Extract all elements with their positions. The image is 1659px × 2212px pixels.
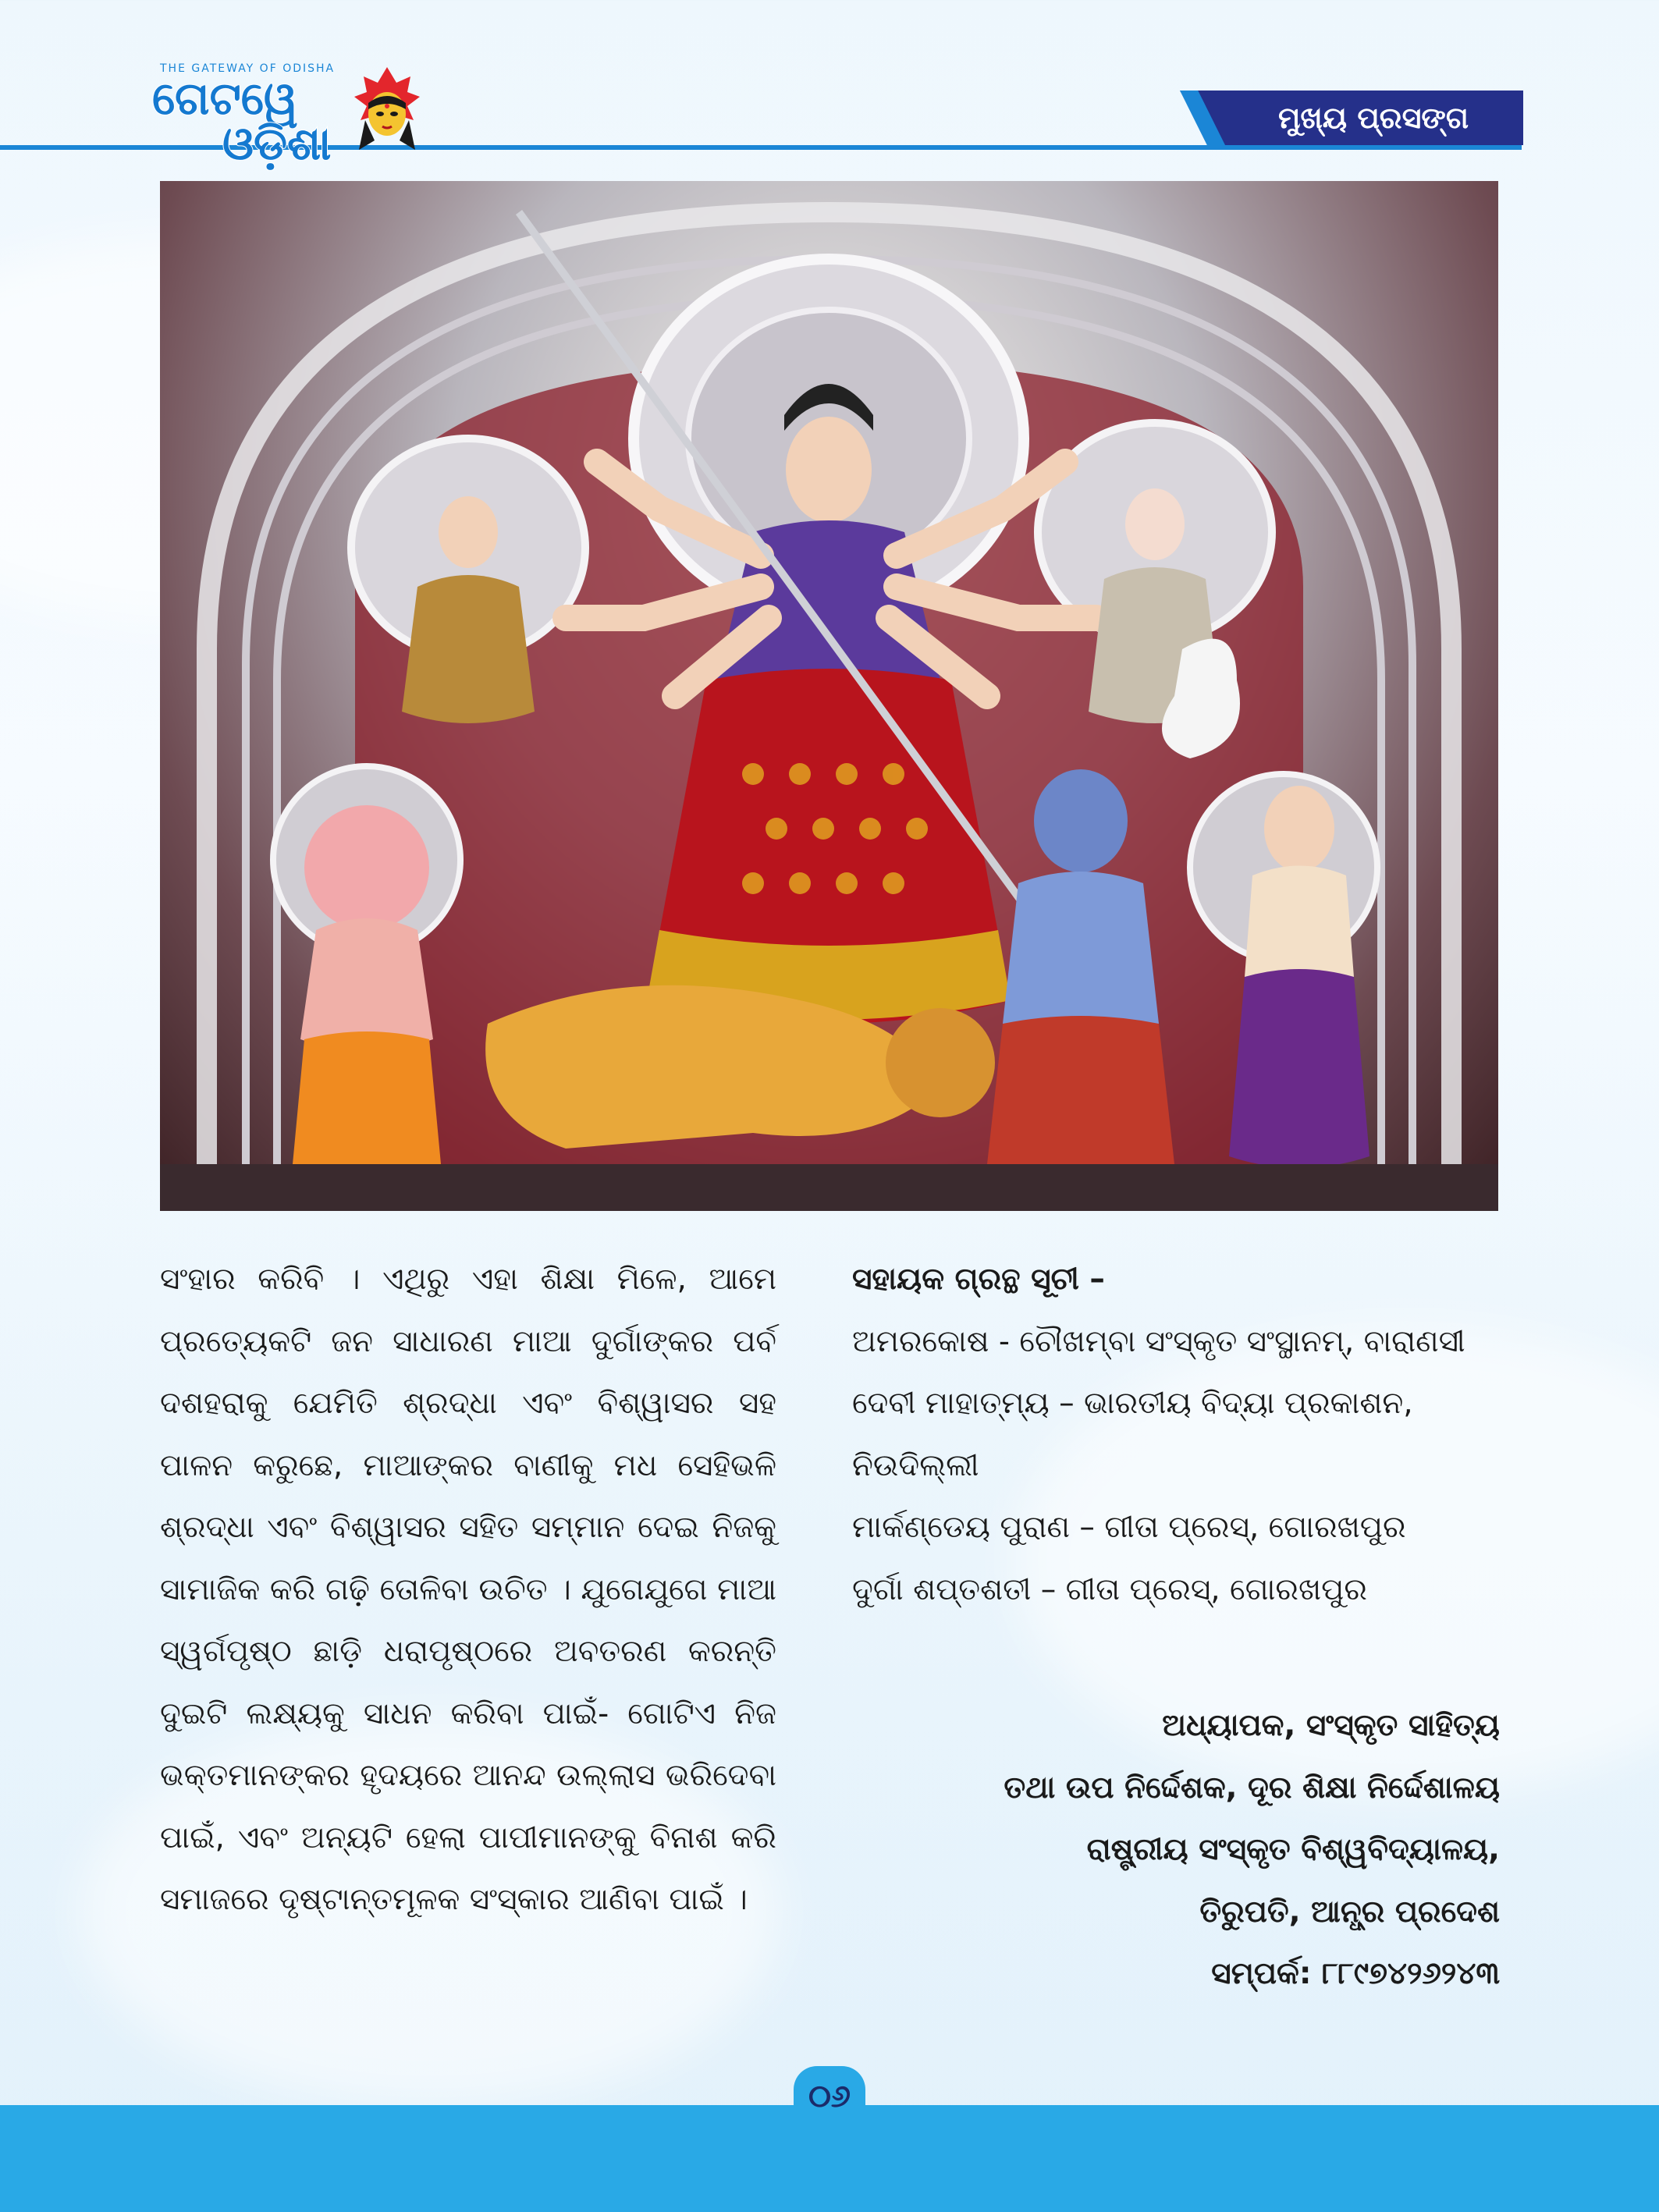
reference-item: ମାର୍କଣ୍ଡେୟ ପୁରାଣ – ଗୀତା ପ୍ରେସ୍, ଗୋରଖପୁର [852, 1510, 1406, 1545]
author-credits [780, 1695, 1500, 2005]
references-block [852, 1248, 1500, 1621]
author-university: ରାଷ୍ଟ୍ରୀୟ ସଂସ୍କୃତ ବିଶ୍ୱବିଦ୍ୟାଳୟ, [1086, 1832, 1500, 1867]
goddess-face-icon [351, 66, 423, 153]
reference-item: ଅମରକୋଷ - ଚୌଖମ୍ବା ସଂସ୍କୃତ ସଂସ୍ଥାନମ୍, ବାରାଣସୀ [852, 1323, 1465, 1359]
author-position: ତଥା ଉପ ନିର୍ଦ୍ଦେଶକ, ଦୂର ଶିକ୍ଷା ନିର୍ଦ୍ଦେଶାଳୟ [1004, 1770, 1500, 1805]
article-paragraph: ସଂହାର କରିବି । ଏଥିରୁ ଏହା ଶିକ୍ଷା ମିଳେ, ଆମେ ପ୍ରତ୍ୟେକଟି ଜନ ସାଧାରଣ ମାଆ ଦୁର୍ଗାଙ୍କର ପର୍ବ ଦଶହରାକୁ ଯେମିତି ଶ୍ରଦ୍ଧା ଏବଂ ବିଶ୍ୱାସର ସହ ପାଳନ କରୁଛେ, ମାଆଙ୍କର ବାଣୀକୁ ମଧ ସେହିଭଳି ଶ୍ରଦ୍ଧା ଏବଂ ବିଶ୍ୱାସର ସହିତ ସମ୍ମାନ ଦେଇ ନିଜକୁ ସାମାଜିକ କରି ଗଢ଼ି ତୋଳିବା ଉଚିତ । ଯୁଗେଯୁଗେ ମାଆ ସ୍ୱର୍ଗପୃଷ୍ଠ ଛାଡ଼ି ଧରାପୃଷ୍ଠରେ ଅବତରଣ କରନ୍ତି ଦୁଇଟି ଲକ୍ଷ୍ୟକୁ ସାଧନ କରିବା ପାଇଁ- ଗୋଟିଏ ନିଜ ଭକ୍ତମାନଙ୍କର ହୃଦୟରେ ଆନନ୍ଦ ଉଲ୍ଲାସ ଭରିଦେବା ପାଇଁ, ଏବଂ ଅନ୍ୟଟି ହେଲା ପାପୀମାନଙ୍କୁ ବିନାଶ କରି ସମାଜରେ ଦୃଷ୍ଟାନ୍ତମୂଳକ ସଂସ୍କାର ଆଣିବା ପାଇଁ । [160, 1262, 776, 1917]
references-title: ସହାୟକ ଗ୍ରନ୍ଥ ସୂଚୀ – [852, 1262, 1105, 1297]
logo-title-line1: ଗେଟୱେ [152, 72, 298, 125]
author-title: ଅଧ୍ୟାପକ, ସଂସ୍କୃତ ସାହିତ୍ୟ [1162, 1708, 1500, 1743]
author-contact: ସମ୍ପର୍କ: ୮୮୯୭୪୨୬୨୪୩ [1211, 1956, 1500, 1991]
page-number: ୦୬ [808, 2079, 851, 2114]
author-location: ତିରୁପତି, ଆନ୍ଧ୍ର ପ୍ରଦେଶ [1199, 1894, 1500, 1930]
page-number-tab [794, 2066, 865, 2127]
logo-tagline: THE GATEWAY OF ODISHA [160, 62, 336, 75]
durga-idol-photo [160, 181, 1498, 1211]
section-label: ମୁଖ୍ୟ ପ୍ରସଙ୍ଗ [1277, 101, 1469, 135]
reference-item: ଦୁର୍ଗା ଶପ୍ତଶତୀ – ଗୀତା ପ୍ରେସ୍, ଗୋରଖପୁର [852, 1571, 1367, 1607]
logo-title-line2: ଓଡ଼ିଶା [222, 117, 332, 170]
reference-item: ଦେବୀ ମାହାତ୍ମ୍ୟ – ଭାରତୀୟ ବିଦ୍ୟା ପ୍ରକାଶନ, ନିଉଦିଲ୍ଲୀ [852, 1386, 1413, 1483]
